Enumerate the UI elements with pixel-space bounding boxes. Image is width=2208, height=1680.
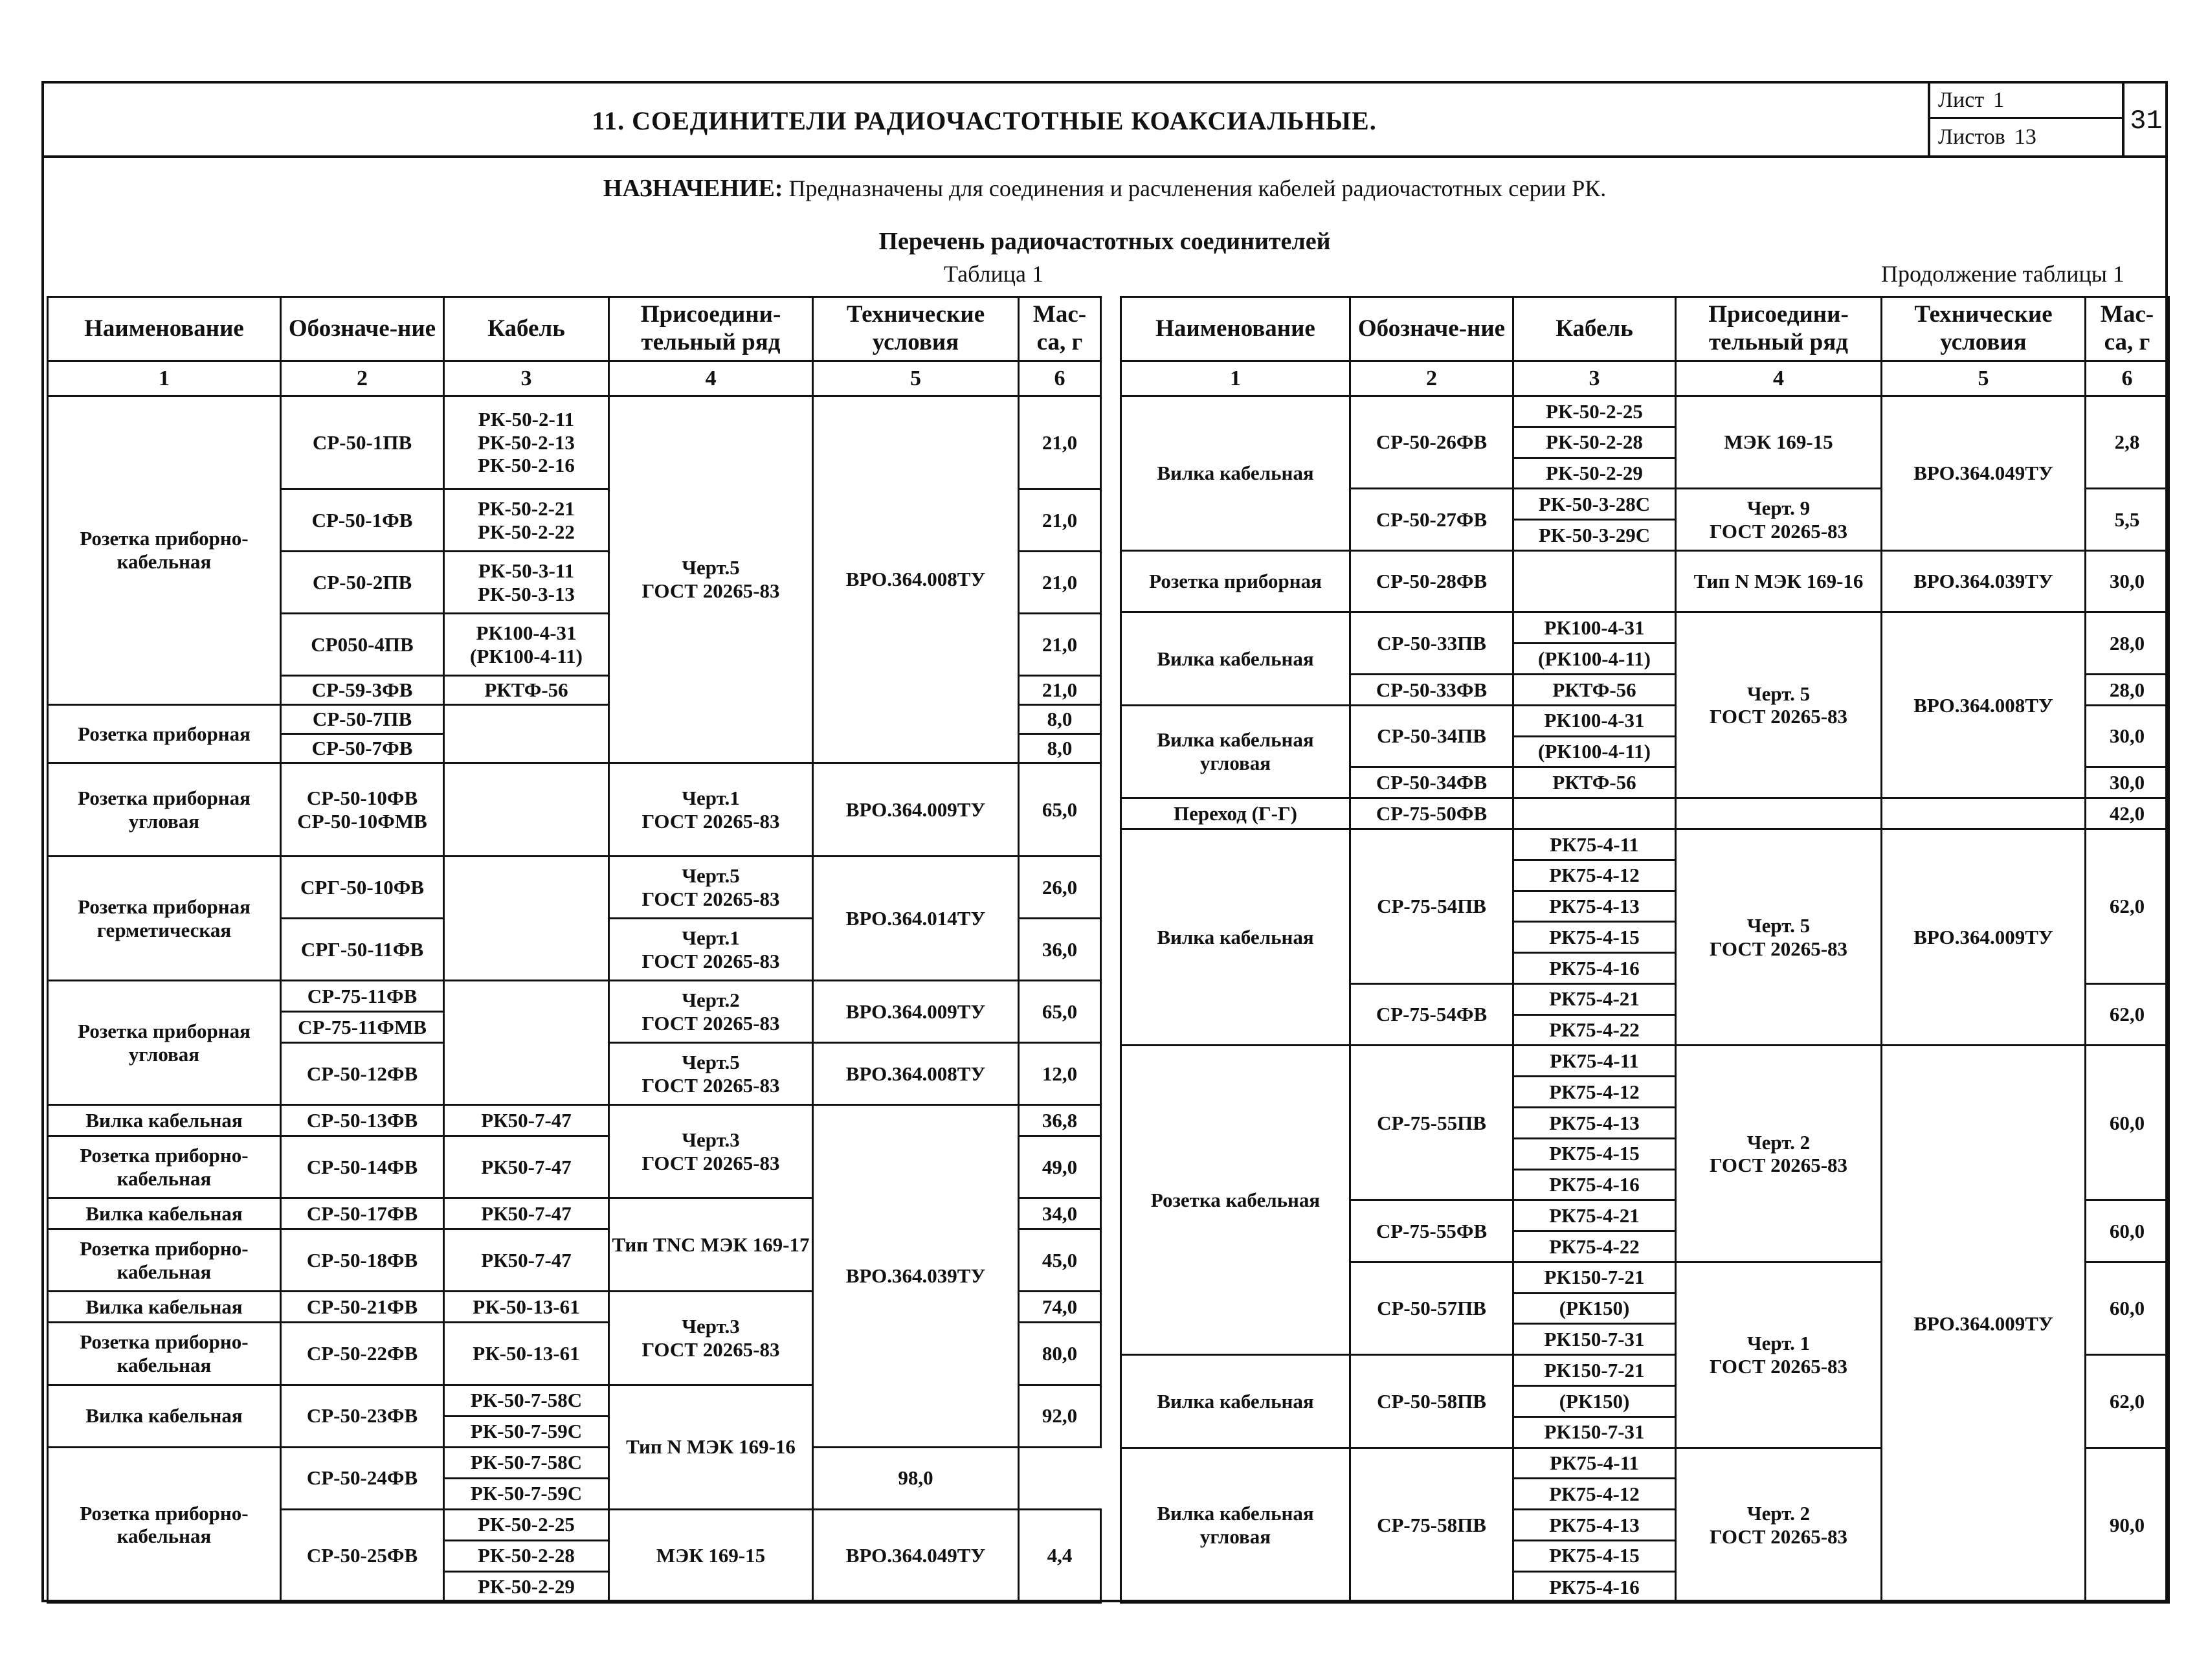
cable-cell: РК-50-7-58С [444,1385,609,1416]
mass-cell: 8,0 [1019,705,1101,734]
spec-cell: ВРО.364.039ТУ [813,1105,1019,1447]
table-caption-left: Таблица 1 [944,261,1043,287]
name-cell: Вилка кабельная [1121,396,1350,551]
spec-cell: ВРО.364.008ТУ [813,1043,1019,1105]
mass-cell: 21,0 [1019,489,1101,552]
cable-cell: РК75-4-11 [1513,1448,1676,1479]
list-title: Перечень радиочастотных соединителей [878,228,1331,255]
cable-cell [444,763,609,857]
designation-cell: СР-50-7ПВ [281,705,444,734]
name-cell: Переход (Г-Г) [1121,798,1350,829]
spec-cell: ВРО.364.009ТУ [1882,1046,2086,1603]
connection-cell: Черт. 9 ГОСТ 20265-83 [1676,489,1882,551]
cable-cell: РКТФ-56 [444,676,609,705]
sheet-value: 1 [1993,88,2005,112]
cable-cell: РК75-4-16 [1513,1571,1676,1602]
cable-cell: РК75-4-13 [1513,1510,1676,1541]
table-caption-right: Продолжение таблицы 1 [1881,261,2124,287]
cable-cell: РК75-4-12 [1513,1077,1676,1108]
sheet-info-box [1928,84,2122,158]
cable-cell [444,981,609,1105]
mass-cell: 21,0 [1019,396,1101,489]
col-number: 3 [1513,361,1676,396]
connectors-table-left [47,296,1102,1604]
spec-cell [1882,798,2086,829]
col-number: 4 [1676,361,1882,396]
page-number: 31 [2122,84,2168,158]
cable-cell: РК75-4-12 [1513,860,1676,891]
mass-cell: 5,5 [2086,489,2169,551]
connection-cell: Черт.3 ГОСТ 20265-83 [609,1292,813,1385]
mass-cell: 12,0 [1019,1043,1101,1105]
cable-cell: РК-50-3-29С [1513,520,1676,551]
spec-cell: ВРО.364.014ТУ [813,857,1019,981]
cable-cell: (РК150) [1513,1386,1676,1417]
name-cell: Розетка приборная [1121,550,1350,612]
connection-cell: Черт.5 ГОСТ 20265-83 [609,1043,813,1105]
cable-cell [444,857,609,981]
designation-cell: СР-75-54ФВ [1350,983,1513,1046]
mass-cell: 26,0 [1019,857,1101,919]
connection-cell: Тип N МЭК 169-16 [609,1385,813,1509]
connection-cell: Черт. 5 ГОСТ 20265-83 [1676,612,1882,798]
col-header-cable: Кабель [1513,297,1676,361]
cable-cell: РК-50-13-61 [444,1323,609,1385]
cable-cell: РК-50-2-29 [1513,458,1676,489]
cable-cell: РК-50-3-11 РК-50-3-13 [444,552,609,614]
mass-cell: 74,0 [1019,1292,1101,1323]
col-header-connection: Присоедини-тельный ряд [609,297,813,361]
cable-cell: РК75-4-15 [1513,1138,1676,1169]
name-cell: Розетка приборная [48,705,281,763]
cable-cell [444,705,609,763]
col-number: 1 [1121,361,1350,396]
spec-cell: ВРО.364.008ТУ [813,396,1019,763]
mass-cell: 21,0 [1019,552,1101,614]
col-header-cable: Кабель [444,297,609,361]
designation-cell: СР-50-17ФВ [281,1198,444,1229]
name-cell: Вилка кабельная [1121,612,1350,705]
designation-cell: СРГ-50-11ФВ [281,919,444,981]
cable-cell: РК50-7-47 [444,1136,609,1198]
cable-cell: (РК100-4-11) [1513,736,1676,767]
cable-cell: РК-50-2-25 [1513,396,1676,427]
connection-cell: МЭК 169-15 [609,1509,813,1602]
mass-cell: 80,0 [1019,1323,1101,1385]
name-cell: Розетка приборная угловая [48,981,281,1105]
designation-cell: СР-50-57ПВ [1350,1262,1513,1354]
designation-cell: СР-50-33ФВ [1350,675,1513,706]
table-row [48,1105,1101,1136]
name-cell: Вилка кабельная угловая [1121,1448,1350,1602]
cable-cell: РК75-4-22 [1513,1231,1676,1262]
col-header-designation: Обозначе-ние [1350,297,1513,361]
mass-cell: 8,0 [1019,734,1101,763]
table-row [48,396,1101,489]
table-row [48,981,1101,1012]
col-number: 4 [609,361,813,396]
col-number: 2 [281,361,444,396]
page-title: 11. СОЕДИНИТЕЛИ РАДИОЧАСТОТНЫЕ КОАКСИАЛЬНЫЕ. [592,106,1377,135]
designation-cell: СР-50-1ФВ [281,489,444,552]
table-row [1121,829,2169,860]
designation-cell: СР-50-18ФВ [281,1229,444,1292]
designation-cell: СР-75-50ФВ [1350,798,1513,829]
designation-cell: СР-50-13ФВ [281,1105,444,1136]
table-row [48,763,1101,857]
spec-cell: ВРО.364.009ТУ [813,763,1019,857]
designation-cell: СР-75-55ПВ [1350,1046,1513,1200]
designation-cell: СРГ-50-10ФВ [281,857,444,919]
cable-cell: РК75-4-13 [1513,891,1676,922]
name-cell: Розетка приборно-кабельная [48,1447,281,1602]
spec-cell: ВРО.364.049ТУ [813,1509,1019,1602]
col-number: 1 [48,361,281,396]
connection-cell: Черт.2 ГОСТ 20265-83 [609,981,813,1043]
mass-cell: 36,0 [1019,919,1101,981]
designation-cell: СР-50-14ФВ [281,1136,444,1198]
purpose-label: НАЗНАЧЕНИЕ: [603,175,783,202]
spec-cell: ВРО.364.008ТУ [1882,612,2086,798]
column-number-row [48,361,1101,396]
cable-cell: РК75-4-21 [1513,1200,1676,1231]
mass-cell: 30,0 [2086,767,2169,798]
cable-cell: РК-50-7-58С [444,1447,609,1478]
table-row [1121,798,2169,829]
designation-cell: СР-75-11ФВ [281,981,444,1012]
name-cell: Вилка кабельная [48,1385,281,1447]
connection-cell: Черт.5 ГОСТ 20265-83 [609,396,813,763]
mass-cell: 2,8 [2086,396,2169,489]
mass-cell: 65,0 [1019,981,1101,1043]
header-band [44,84,2165,158]
designation-cell: СР-75-11ФМВ [281,1012,444,1043]
mass-cell: 92,0 [1019,1385,1101,1447]
cable-cell: РК75-4-15 [1513,922,1676,953]
cable-cell: РК100-4-31 [1513,705,1676,736]
table-row [1121,396,2169,427]
name-cell: Розетка кабельная [1121,1046,1350,1355]
mass-cell: 60,0 [2086,1200,2169,1262]
mass-cell: 30,0 [2086,705,2169,767]
mass-cell: 62,0 [2086,983,2169,1046]
designation-cell: СР-50-34ПВ [1350,705,1513,767]
connection-cell: Черт.1 ГОСТ 20265-83 [609,763,813,857]
connection-cell: МЭК 169-15 [1676,396,1882,489]
name-cell: Вилка кабельная [48,1292,281,1323]
cable-cell [1513,798,1676,829]
mass-cell: 21,0 [1019,676,1101,705]
col-number: 5 [1882,361,2086,396]
cable-cell: РК-50-13-61 [444,1292,609,1323]
connection-cell: Тип N МЭК 169-16 [1676,550,1882,612]
col-header-designation: Обозначе-ние [281,297,444,361]
cable-cell: РК-50-3-28С [1513,489,1676,520]
sheets-label: Листов [1938,124,2005,149]
designation-cell: СР-50-24ФВ [281,1447,444,1509]
connection-cell [1676,798,1882,829]
designation-cell: СР050-4ПВ [281,614,444,676]
mass-cell: 4,4 [1019,1509,1101,1602]
mass-cell: 62,0 [2086,1355,2169,1448]
sheets-row [1930,119,2122,155]
designation-cell: СР-50-26ФВ [1350,396,1513,489]
designation-cell: СР-50-34ФВ [1350,767,1513,798]
cable-cell: РК-50-2-21 РК-50-2-22 [444,489,609,552]
cable-cell: РК50-7-47 [444,1198,609,1229]
cable-cell: РК-50-2-28 [444,1540,609,1571]
connection-cell: Черт.5 ГОСТ 20265-83 [609,857,813,919]
cable-cell: РК50-7-47 [444,1105,609,1136]
name-cell: Вилка кабельная [48,1105,281,1136]
header-row [1121,297,2169,361]
designation-cell: СР-50-1ПВ [281,396,444,489]
cable-cell: РК150-7-31 [1513,1417,1676,1448]
mass-cell: 30,0 [2086,550,2169,612]
name-cell: Розетка приборно-кабельная [48,396,281,705]
mass-cell: 21,0 [1019,614,1101,676]
spec-cell: ВРО.364.039ТУ [1882,550,2086,612]
name-cell: Розетка приборная угловая [48,763,281,857]
mass-cell: 62,0 [2086,829,2169,983]
purpose-line [44,174,2165,203]
designation-cell: СР-75-58ПВ [1350,1448,1513,1602]
designation-cell: СР-50-23ФВ [281,1385,444,1447]
column-number-row [1121,361,2169,396]
cable-cell: РК-50-2-25 [444,1509,609,1540]
name-cell: Розетка приборно-кабельная [48,1229,281,1292]
spec-cell: ВРО.364.009ТУ [813,981,1019,1043]
col-header-mass: Мас-са, г [2086,297,2169,361]
cable-cell: (РК100-4-11) [1513,644,1676,675]
designation-cell: СР-75-55ФВ [1350,1200,1513,1262]
cable-cell: РК100-4-31 [1513,612,1676,644]
connectors-table-right [1120,296,2170,1604]
col-header-connection: Присоедини-тельный ряд [1676,297,1882,361]
mass-cell: 34,0 [1019,1198,1101,1229]
cable-cell: РК75-4-11 [1513,1046,1676,1077]
sheet-row [1930,84,2122,119]
mass-cell: 42,0 [2086,798,2169,829]
connection-cell: Тип TNC МЭК 169-17 [609,1198,813,1292]
name-cell: Розетка приборная герметическая [48,857,281,981]
cable-cell: РК75-4-16 [1513,953,1676,984]
designation-cell: СР-50-28ФВ [1350,550,1513,612]
cable-cell: РК50-7-47 [444,1229,609,1292]
col-number: 5 [813,361,1019,396]
table-row [48,857,1101,919]
mass-cell: 65,0 [1019,763,1101,857]
cable-cell: (РК150) [1513,1293,1676,1324]
connection-cell: Черт.3 ГОСТ 20265-83 [609,1105,813,1198]
table-row [1121,1046,2169,1077]
cable-cell: РК75-4-11 [1513,829,1676,860]
designation-cell: СР-50-2ПВ [281,552,444,614]
mass-cell: 90,0 [2086,1448,2169,1602]
designation-cell: СР-50-7ФВ [281,734,444,763]
mass-cell: 60,0 [2086,1262,2169,1354]
purpose-text: Предназначены для соединения и расчленения кабелей радиочастотных серии РК. [788,175,1607,201]
col-number: 6 [1019,361,1101,396]
cable-cell: РК100-4-31 (РК100-4-11) [444,614,609,676]
cable-cell: РК75-4-22 [1513,1014,1676,1046]
mass-cell: 28,0 [2086,675,2169,706]
cable-cell: РК75-4-13 [1513,1107,1676,1138]
connection-cell: Черт. 2 ГОСТ 20265-83 [1676,1448,1882,1602]
table-row [1121,612,2169,644]
col-header-spec: Технические условия [1882,297,2086,361]
sheets-value: 13 [2014,124,2036,149]
designation-cell: СР-50-12ФВ [281,1043,444,1105]
cable-cell [1513,550,1676,612]
cable-cell: РК75-4-15 [1513,1540,1676,1571]
designation-cell: СР-50-21ФВ [281,1292,444,1323]
mass-cell: 45,0 [1019,1229,1101,1292]
cable-cell: РКТФ-56 [1513,767,1676,798]
connection-cell: Черт.1 ГОСТ 20265-83 [609,919,813,981]
table-row [48,1447,1101,1478]
name-cell: Вилка кабельная угловая [1121,705,1350,798]
cable-cell: РК-50-2-11 РК-50-2-13 РК-50-2-16 [444,396,609,489]
designation-cell: СР-50-22ФВ [281,1323,444,1385]
name-cell: Розетка приборно-кабельная [48,1136,281,1198]
cable-cell: РК-50-7-59С [444,1478,609,1509]
col-header-name: Наименование [1121,297,1350,361]
connection-cell: Черт. 2 ГОСТ 20265-83 [1676,1046,1882,1262]
name-cell: Вилка кабельная [1121,1355,1350,1448]
mass-cell: 36,8 [1019,1105,1101,1136]
name-cell: Вилка кабельная [1121,829,1350,1045]
col-number: 6 [2086,361,2169,396]
sheet-label: Лист [1938,88,1985,112]
designation-cell: СР-50-33ПВ [1350,612,1513,675]
spec-cell: ВРО.364.009ТУ [1882,829,2086,1045]
cable-cell: РК-50-2-29 [444,1571,609,1602]
designation-cell: СР-75-54ПВ [1350,829,1513,983]
col-header-mass: Мас-са, г [1019,297,1101,361]
cable-cell: РК-50-2-28 [1513,427,1676,458]
mass-cell: 49,0 [1019,1136,1101,1198]
spec-cell: ВРО.364.049ТУ [1882,396,2086,551]
col-header-name: Наименование [48,297,281,361]
connection-cell: Черт. 1 ГОСТ 20265-83 [1676,1262,1882,1448]
cable-cell: РК75-4-21 [1513,983,1676,1014]
cable-cell: РК150-7-21 [1513,1355,1676,1386]
name-cell: Розетка приборно-кабельная [48,1323,281,1385]
col-number: 3 [444,361,609,396]
table-row [1121,550,2169,612]
designation-cell: СР-50-58ПВ [1350,1355,1513,1448]
cable-cell: РК150-7-21 [1513,1262,1676,1293]
designation-cell: СР-50-10ФВ СР-50-10ФМВ [281,763,444,857]
designation-cell: СР-50-25ФВ [281,1509,444,1602]
connection-cell: Черт. 5 ГОСТ 20265-83 [1676,829,1882,1045]
cable-cell: РК150-7-31 [1513,1324,1676,1355]
mass-cell: 98,0 [813,1447,1019,1509]
mass-cell: 28,0 [2086,612,2169,675]
col-number: 2 [1350,361,1513,396]
cable-cell: РКТФ-56 [1513,675,1676,706]
designation-cell: СР-50-27ФВ [1350,489,1513,551]
header-row [48,297,1101,361]
cable-cell: РК75-4-12 [1513,1479,1676,1510]
cable-cell: РК-50-7-59С [444,1416,609,1447]
col-header-spec: Технические условия [813,297,1019,361]
cable-cell: РК75-4-16 [1513,1169,1676,1200]
designation-cell: СР-59-3ФВ [281,676,444,705]
name-cell: Вилка кабельная [48,1198,281,1229]
mass-cell: 60,0 [2086,1046,2169,1200]
